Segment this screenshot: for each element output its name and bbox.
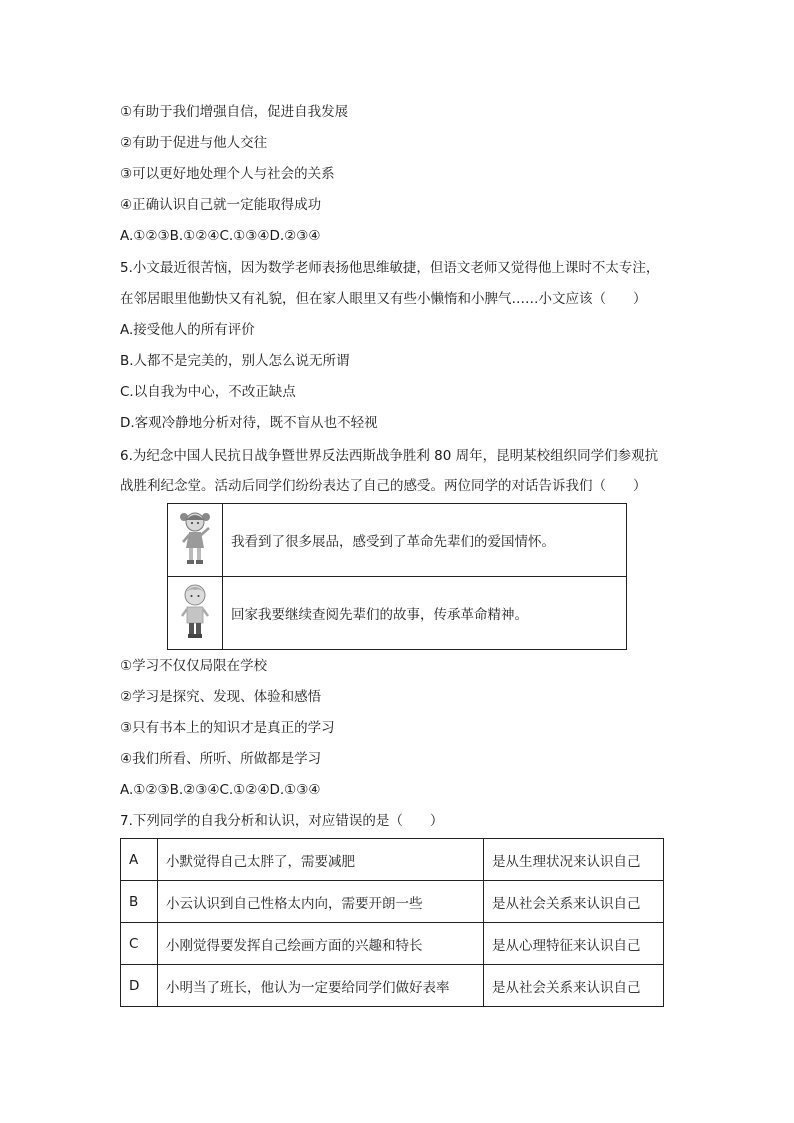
boy-student-icon: [178, 581, 212, 641]
q6-item-1: ①学习不仅仅局限在学校: [120, 658, 268, 674]
dialog-speech-2: 回家我要继续查阅先辈们的故事，传承革命精神。: [223, 577, 627, 650]
option-description: 小默觉得自己太胖了，需要减肥: [158, 839, 484, 881]
option-aspect: 是从心理特征来认识自己: [484, 923, 664, 965]
q5-stem-line-1: 5.小文最近很苦恼，因为数学老师表扬他思维敏捷，但语文老师又觉得他上课时不太专注，: [120, 260, 660, 276]
q6-choices: A.①②③B.②③④C.①②④D.①③④: [120, 782, 321, 798]
q6-item-3: ③只有书本上的知识才是真正的学习: [120, 720, 335, 736]
dialog-row: [168, 504, 627, 577]
q6-stem-line-2: 战胜利纪念堂。活动后同学们纷纷表达了自己的感受。两位同学的对话告诉我们（ ）: [120, 478, 647, 494]
dialog-avatar-cell: [168, 577, 223, 650]
option-description: 小云认识到自己性格太内向，需要开朗一些: [158, 881, 484, 923]
table-row: [121, 923, 664, 965]
option-aspect: 是从生理状况来认识自己: [484, 839, 664, 881]
q4-item-3: ③可以更好地处理个人与社会的关系: [120, 166, 335, 182]
q6-stem-line-1: 6.为纪念中国人民抗日战争暨世界反法西斯战争胜利 80 周年，昆明某校组织同学们参观抗: [120, 448, 659, 464]
option-aspect: 是从社会关系来认识自己: [484, 881, 664, 923]
table-row: [121, 965, 664, 1007]
q4-item-1: ①有助于我们增强自信，促进自我发展: [120, 104, 349, 120]
q6-item-2: ②学习是探究、发现、体验和感悟: [120, 689, 322, 705]
q7-options-table: [120, 838, 664, 1007]
q5-option-a: A.接受他人的所有评价: [120, 322, 255, 338]
option-description: 小刚觉得要发挥自己绘画方面的兴趣和特长: [158, 923, 484, 965]
table-row: [121, 839, 664, 881]
dialog-row: [168, 577, 627, 650]
q6-dialog-table: [167, 503, 627, 650]
option-letter: B: [121, 881, 158, 923]
q5-option-c: C.以自我为中心，不改正缺点: [120, 384, 296, 400]
dialog-avatar-cell: [168, 504, 223, 577]
q5-option-b: B.人都不是完美的，别人怎么说无所谓: [120, 353, 350, 369]
dialog-speech-1: 我看到了很多展品，感受到了革命先辈们的爱国情怀。: [223, 504, 627, 577]
q5-option-d: D.客观冷静地分析对待，既不盲从也不轻视: [120, 415, 378, 431]
option-letter: C: [121, 923, 158, 965]
option-letter: A: [121, 839, 158, 881]
girl-student-icon: [178, 508, 212, 568]
q4-choices: A.①②③B.①②④C.①③④D.②③④: [120, 228, 321, 244]
q5-stem-line-2: 在邻居眼里他勤快又有礼貌，但在家人眼里又有些小懒惰和小脾气……小文应该（ ）: [120, 291, 647, 307]
option-description: 小明当了班长，他认为一定要给同学们做好表率: [158, 965, 484, 1007]
option-letter: D: [121, 965, 158, 1007]
q4-item-4: ④正确认识自己就一定能取得成功: [120, 197, 322, 213]
table-row: [121, 881, 664, 923]
q7-stem: 7.下列同学的自我分析和认识，对应错误的是（ ）: [120, 813, 444, 829]
q4-item-2: ②有助于促进与他人交往: [120, 135, 268, 151]
option-aspect: 是从社会关系来认识自己: [484, 965, 664, 1007]
q6-item-4: ④我们所看、所听、所做都是学习: [120, 751, 322, 767]
